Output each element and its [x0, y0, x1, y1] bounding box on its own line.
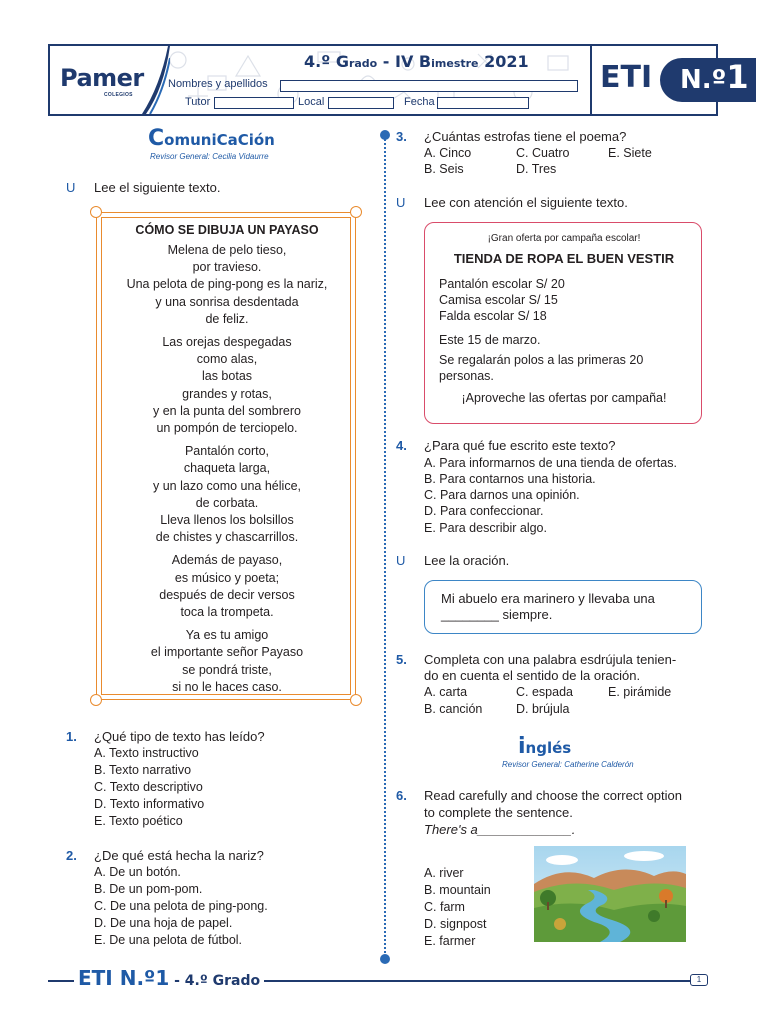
ad-headline: ¡Gran oferta por campaña escolar! — [487, 233, 641, 244]
reviewer-comunicacion: Revisor General: Cecilia Vidaurre — [150, 152, 269, 161]
option-6b[interactable]: B. mountain — [424, 883, 491, 897]
ad-date: Este 15 de marzo. — [439, 333, 541, 347]
reviewer-ingles: Revisor General: Catherine Calderón — [502, 760, 634, 769]
footer-title: ETI N.º1 - 4.º Grado — [74, 966, 264, 990]
question-number: 2. — [66, 848, 77, 863]
ad-gift-line-1: Se regalarán polos a las primeras 20 — [439, 353, 644, 367]
instruction-bullet: U — [66, 180, 76, 195]
date-label: Fecha — [404, 96, 435, 108]
instruction-bullet: U — [396, 553, 406, 568]
poem-line: Una pelota de ping-pong es la nariz, — [126, 277, 328, 292]
ad-item: Falda escolar S/ 18 — [439, 309, 547, 323]
header-bottom-border — [48, 114, 718, 116]
column-divider — [384, 132, 386, 960]
eti-number: N.º1 — [680, 58, 749, 96]
names-label: Nombres y apellidos — [168, 78, 268, 90]
ad-store-name: TIENDA DE ROPA EL BUEN VESTIR — [453, 251, 675, 266]
sentence-line-1: Mi abuelo era marinero y llevaba una — [441, 591, 655, 606]
option-4b[interactable]: B. Para contarnos una historia. — [424, 472, 596, 486]
page-number: 1 — [690, 974, 708, 986]
option-4d[interactable]: D. Para confeccionar. — [424, 504, 544, 518]
sentence-box — [424, 580, 702, 634]
option-1b[interactable]: B. Texto narrativo — [94, 763, 192, 777]
poem-line: el importante señor Payaso — [150, 645, 304, 660]
header-left-border — [48, 44, 50, 116]
poem-line: Lleva llenos los bolsillos — [160, 513, 294, 527]
option-3b[interactable]: B. Seis — [424, 162, 464, 176]
poem-line: como alas, — [196, 352, 258, 367]
instruction-bullet: U — [396, 195, 406, 210]
question-5-text-line-2: do en cuenta el sentido de la oración. — [424, 668, 641, 683]
subject-title-comunicacion: ComuniCaCión — [148, 126, 275, 151]
divider-dot-bottom — [380, 954, 390, 964]
poem-box — [96, 212, 356, 700]
poem-line: de feliz. — [205, 311, 249, 326]
instruction-read-text: Lee el siguiente texto. — [94, 180, 221, 195]
option-6e[interactable]: E. farmer — [424, 934, 476, 948]
option-3d[interactable]: D. Tres — [516, 162, 557, 176]
question-number: 4. — [396, 438, 407, 453]
ad-closing: ¡Aproveche las ofertas por campaña! — [461, 391, 667, 405]
question-5-text-line-1: Completa con una palabra esdrújula tenien- — [424, 652, 677, 667]
question-number: 1. — [66, 729, 77, 744]
option-4a[interactable]: A. Para informarnos de una tienda de ofertas. — [424, 456, 677, 470]
logo-subtext: COLEGIOS — [104, 92, 133, 98]
option-1e[interactable]: E. Texto poético — [94, 814, 183, 828]
local-label: Local — [298, 96, 325, 108]
corner-ornament — [350, 694, 362, 706]
option-5c[interactable]: C. espada — [516, 685, 573, 699]
option-3c[interactable]: C. Cuatro — [516, 146, 570, 160]
option-1c[interactable]: C. Texto descriptivo — [94, 780, 203, 794]
poem-line: Melena de pelo tieso, — [167, 243, 287, 257]
logo-swoosh-icon — [140, 46, 170, 114]
poem-line: por travieso. — [192, 260, 262, 275]
question-2-text: ¿De qué está hecha la nariz? — [94, 848, 264, 863]
sentence-line-2: ________ siempre. — [441, 607, 553, 622]
option-4c[interactable]: C. Para darnos una opinión. — [424, 488, 580, 502]
poem-line: y en la punta del sombrero — [152, 403, 301, 418]
poem-line: un pompón de terciopelo. — [156, 421, 298, 435]
corner-ornament — [90, 206, 102, 218]
option-3e[interactable]: E. Siete — [608, 146, 652, 160]
poem-line: Además de payaso, — [171, 553, 283, 568]
option-5d[interactable]: D. brújula — [516, 702, 570, 716]
poem-line: de chistes y chascarrillos. — [155, 530, 299, 545]
instruction-read-attention: Lee con atención el siguiente texto. — [424, 195, 628, 210]
option-5b[interactable]: B. canción — [424, 702, 483, 716]
option-2c[interactable]: C. De una pelota de ping-pong. — [94, 899, 268, 913]
option-5e[interactable]: E. pirámide — [608, 685, 672, 699]
poem-line: se pondrá triste, — [182, 662, 272, 677]
tutor-field[interactable] — [214, 97, 294, 109]
ad-gift-line-2: personas. — [439, 369, 494, 383]
question-4-text: ¿Para qué fue escrito este texto? — [424, 438, 616, 453]
poem-title: CÓMO SE DIBUJA UN PAYASO — [135, 223, 319, 237]
local-field[interactable] — [328, 97, 394, 109]
option-3a[interactable]: A. Cinco — [424, 146, 472, 160]
option-6c[interactable]: C. farm — [424, 900, 465, 914]
corner-ornament — [90, 694, 102, 706]
river-landscape-image — [534, 846, 686, 942]
date-field[interactable] — [437, 97, 529, 109]
tutor-label: Tutor — [185, 96, 211, 108]
store-ad-box — [424, 222, 702, 424]
poem-line: grandes y rotas, — [182, 386, 272, 401]
ad-item: Camisa escolar S/ 15 — [439, 293, 558, 307]
option-6a[interactable]: A. river — [424, 866, 464, 880]
question-number: 6. — [396, 788, 407, 803]
option-6d[interactable]: D. signpost — [424, 917, 487, 931]
divider-dot-top — [380, 130, 390, 140]
grade-bimester-title: 4.º Grado - IV Bimestre 2021 — [304, 52, 529, 71]
option-1a[interactable]: A. Texto instructivo — [94, 746, 199, 760]
poem-line: Ya es tu amigo — [185, 628, 269, 643]
poem-line: es músico y poeta; — [174, 570, 280, 585]
poem-line: las botas — [201, 369, 253, 384]
question-3-text: ¿Cuántas estrofas tiene el poema? — [424, 129, 627, 144]
question-6-text-line-1: Read carefully and choose the correct option — [424, 788, 682, 803]
instruction-read-sentence: Lee la oración. — [424, 553, 510, 568]
option-1d[interactable]: D. Texto informativo — [94, 797, 205, 811]
poem-line: toca la trompeta. — [180, 605, 274, 619]
poem-line: después de decir versos — [159, 587, 295, 602]
poem-line: y un lazo como una hélice, — [152, 478, 301, 493]
poem-line: si no le haces caso. — [172, 679, 282, 694]
question-number: 3. — [396, 129, 407, 144]
option-2b[interactable]: B. De un pom-pom. — [94, 882, 203, 896]
poem-line: y una sonrisa desdentada — [155, 294, 299, 309]
poem-line: Las orejas despegadas — [162, 335, 292, 349]
names-field[interactable] — [280, 80, 578, 92]
question-6-sentence: There's a_____________. — [424, 822, 576, 837]
question-1-text: ¿Qué tipo de texto has leído? — [94, 729, 265, 744]
corner-ornament — [350, 206, 362, 218]
option-2d[interactable]: D. De una hoja de papel. — [94, 916, 233, 930]
ad-item: Pantalón escolar S/ 20 — [439, 277, 565, 291]
option-2a[interactable]: A. De un botón. — [94, 865, 181, 879]
header-divider — [590, 44, 592, 116]
question-6-text-line-2: to complete the sentence. — [424, 805, 573, 820]
pamer-logo — [60, 62, 150, 102]
poem-line: Pantalón corto, — [184, 444, 270, 459]
poem-line: chaqueta larga, — [183, 461, 271, 476]
eti-label: ETI — [600, 60, 653, 95]
option-5a[interactable]: A. carta — [424, 685, 468, 699]
header — [48, 44, 749, 116]
poem-line: de corbata. — [195, 495, 259, 510]
logo-text: Pamer — [60, 64, 144, 92]
question-number: 5. — [396, 652, 407, 667]
option-4e[interactable]: E. Para describir algo. — [424, 521, 547, 535]
option-2e[interactable]: E. De una pelota de fútbol. — [94, 933, 243, 947]
subject-title-ingles: inglés — [518, 734, 572, 759]
